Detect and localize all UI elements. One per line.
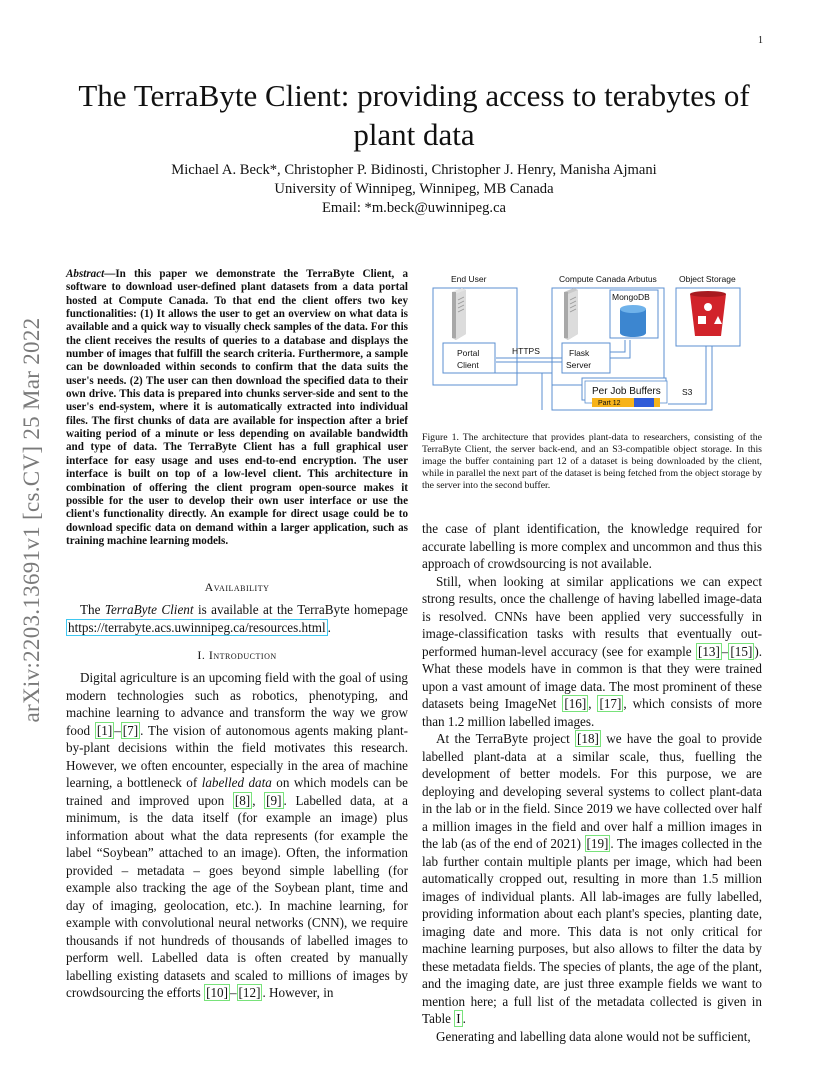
emphasis-labelled-data: labelled data — [201, 775, 272, 791]
text-run: . — [462, 1011, 466, 1026]
text-run: . The images collected in the lab further contain multiple plants per image, which had been automatically cropped out, resulting in more than 1.5 million images of individual plants. All lab-images are fully labelled, providing information about each plant's species, planting date, imaging date and more. This data is not only critical for machine learning purposes, but also allows to filter the data by these metadata fields. The species of plants, the age of the plant, and the imaging date, are just three example fields we want to mention here; a full list of the metadata collected is given in Table — [422, 836, 762, 1026]
text-run: , — [588, 696, 598, 711]
citation-link[interactable]: [7] — [122, 722, 139, 738]
citation-link[interactable]: [17] — [599, 696, 622, 711]
database-icon — [620, 305, 646, 337]
text-run: . However, in — [262, 985, 334, 1001]
intro-paragraph-1-continued: the case of plant identification, the knowledge required for accurate labelling is more complex and uncommon and thus this approach of crowdsourcing is not available. — [422, 521, 762, 571]
introduction-heading: I. Introduction — [197, 648, 277, 663]
intro-paragraph-2 — [422, 573, 762, 731]
availability-text — [66, 601, 408, 636]
architecture-diagram — [422, 270, 762, 420]
availability-post: is available at the TerraByte homepage — [193, 602, 408, 618]
buffer-next-part-fill — [654, 398, 660, 407]
text-run: on which models can be trained and improved upon — [66, 775, 408, 808]
figure-1 — [422, 270, 762, 492]
left-column — [66, 268, 408, 1002]
label-mongodb: MongoDB — [612, 292, 650, 302]
text-run: we have the goal to provide labelled plant-data at a similar scale, thus, fuelling the development of better models. For this purpose, we are deploying and developing several systems to collect plant-data in the lab or in the field. Since 2019 we have collected over half a million images in the field and over half a million images in the lab (as of the end of 2021) — [422, 731, 762, 851]
flask-server-icon — [564, 288, 578, 340]
availability-software-name: TerraByte Client — [104, 602, 194, 618]
right-column — [422, 520, 762, 1045]
availability-heading: Availability — [204, 580, 270, 595]
label-s3: S3 — [682, 387, 693, 397]
citation-link[interactable]: [19] — [586, 836, 609, 851]
buffer-next-part — [634, 398, 654, 407]
text-run: Digital agriculture is an upcoming field with the goal of using modern technologies such as robotics, phenotyping, and machine learning to advance and transform the way we grow food — [66, 670, 408, 738]
text-run: Still, when looking at similar applications we can expect strong results, once the challenge of having labelled image-data is resolved. CNNs have been applied very successfully in image-classification tasks with results that eventually out-performed human-level accuracy (see for example — [422, 573, 762, 659]
text-run: , which consists of more than 1.2 million labelled images. — [422, 696, 763, 729]
homepage-link[interactable]: https://terrabyte.acs.uwinnipeg.ca/resources.html — [68, 619, 326, 635]
citation-link[interactable]: [9] — [266, 792, 282, 808]
intro-paragraph-1 — [66, 669, 408, 1002]
abstract — [66, 268, 408, 548]
availability-pre: The — [80, 602, 105, 618]
abstract-text: —In this paper we demonstrate the TerraByte Client, a software to download user-defined plant datasets from a data portal hosted at Compute Canada. To that end the client offers two key functionalities: (1) It allows the user to get an overview on what data is available and a quick way to visually check samples of the data. For this the client receives the results of queries to a database and displays the number of images that fulfill the search criteria. Furthermore, a sample can be downloaded within seconds to confirm that the data suits the user's needs. (2) The user can then download the specified data to their own drive. This data is prepared into chunks server-side and sent to the user's end-system, where it is automatically extracted into individual files. The first chunks of data are available for inspection after a brief waiting period of a minute or less depending on available bandwidth and type of data. The TerraByte Client has a full graphical user interface for easy usage and uses end-to-end encryption. The user interface is built on top of a low-level client. This architecture in combination of offering the client program open-source makes it possible for the user to develop their own user interface or use the client's functionality directly. An example for direct usage could be to download specific data on demand within a larger application, such as training machine learning models. — [66, 268, 408, 547]
text-run: . Labelled data, at a minimum, is the data itself (for example an image) plus information about what the data represents (for example the label “Soybean” attached to an image). Often, the information provided – metadata – goes beyond simple labelling (for example also tracking the age of the Soybean plant, time and day of imaging, geolocation, etc.). In machine learning, for example with convolutional neural networks (CNN), we require thousands if not hundreds of thousands of labelled images to perform well. Labelled data is often created by manually labelling existing datasets and scaled to millions of images by crowdsourcing the efforts — [66, 792, 408, 1001]
text-run: . The vision of autonomous agents making plant-by-plant decisions within the field motivates this research. However, we often encounter, especially in the area of machine learning, a bottleneck of — [66, 722, 408, 791]
citation-link[interactable]: [10] — [206, 985, 228, 1001]
author-names: Michael A. Beck*, Christopher P. Bidinosti, Christopher J. Henry, Manisha Ajmani — [171, 162, 657, 178]
label-client: Client — [457, 360, 479, 370]
text-run: At the TerraByte project — [436, 731, 576, 746]
author-block — [60, 161, 768, 218]
author-email: Email: *m.beck@uwinnipeg.ca — [321, 200, 507, 216]
label-compute-canada: Compute Canada Arbutus — [559, 274, 657, 284]
table-link[interactable]: I — [456, 1011, 461, 1026]
citation-link[interactable]: [15] — [730, 643, 753, 659]
citation-link[interactable]: [1] — [96, 722, 113, 738]
label-end-user: End User — [451, 274, 487, 284]
text-run: – — [114, 722, 121, 738]
text-run: ). What these models have in common is that they were trained upon a vast amount of image data. The most prominent of these datasets being ImageNet — [422, 643, 762, 711]
label-part: Part 12 — [598, 400, 621, 407]
intro-paragraph-3 — [422, 730, 762, 1028]
author-affiliation: University of Winnipeg, Winnipeg, MB Canada — [274, 181, 554, 197]
client-machine-icon — [452, 288, 466, 340]
label-server: Server — [566, 360, 592, 370]
citation-link[interactable]: [12] — [238, 985, 261, 1001]
label-buffers: Per Job Buffers — [592, 386, 661, 397]
citation-link[interactable]: [18] — [577, 731, 599, 746]
intro-paragraph-4: Generating and labelling data alone would not be sufficient, — [436, 1028, 751, 1044]
citation-link[interactable]: [16] — [564, 696, 587, 711]
figure-caption: Figure 1. The architecture that provides plant-data to researchers, consisting of the TerraByte Client, the server back-end, and an S3-compatible object storage. In this image the buffer containing part 12 of a dataset is being downloaded by the client, while in parallel the next part of the dataset is being fetched from the object storage by the server into the second buffer. — [422, 432, 762, 491]
text-run: – — [721, 643, 729, 659]
availability-end: . — [327, 619, 331, 635]
abstract-label: Abstract — [66, 268, 105, 280]
text-run: – — [229, 985, 237, 1001]
paper-title: The TerraByte Client: providing access to terabytes of plant data — [78, 78, 750, 152]
page-number: 1 — [758, 35, 763, 46]
label-portal: Portal — [457, 348, 480, 358]
citation-link[interactable]: [13] — [697, 643, 720, 659]
bucket-icon — [690, 291, 726, 336]
text-run: , — [252, 792, 265, 808]
arxiv-stamp — [4, 280, 60, 760]
citation-link[interactable]: [8] — [234, 792, 251, 808]
label-flask: Flask — [569, 348, 590, 358]
label-https: HTTPS — [512, 346, 540, 356]
label-object-storage: Object Storage — [679, 274, 736, 284]
arxiv-id: arXiv:2203.13691v1 [cs.CV] 25 Mar 2022 — [19, 317, 44, 723]
